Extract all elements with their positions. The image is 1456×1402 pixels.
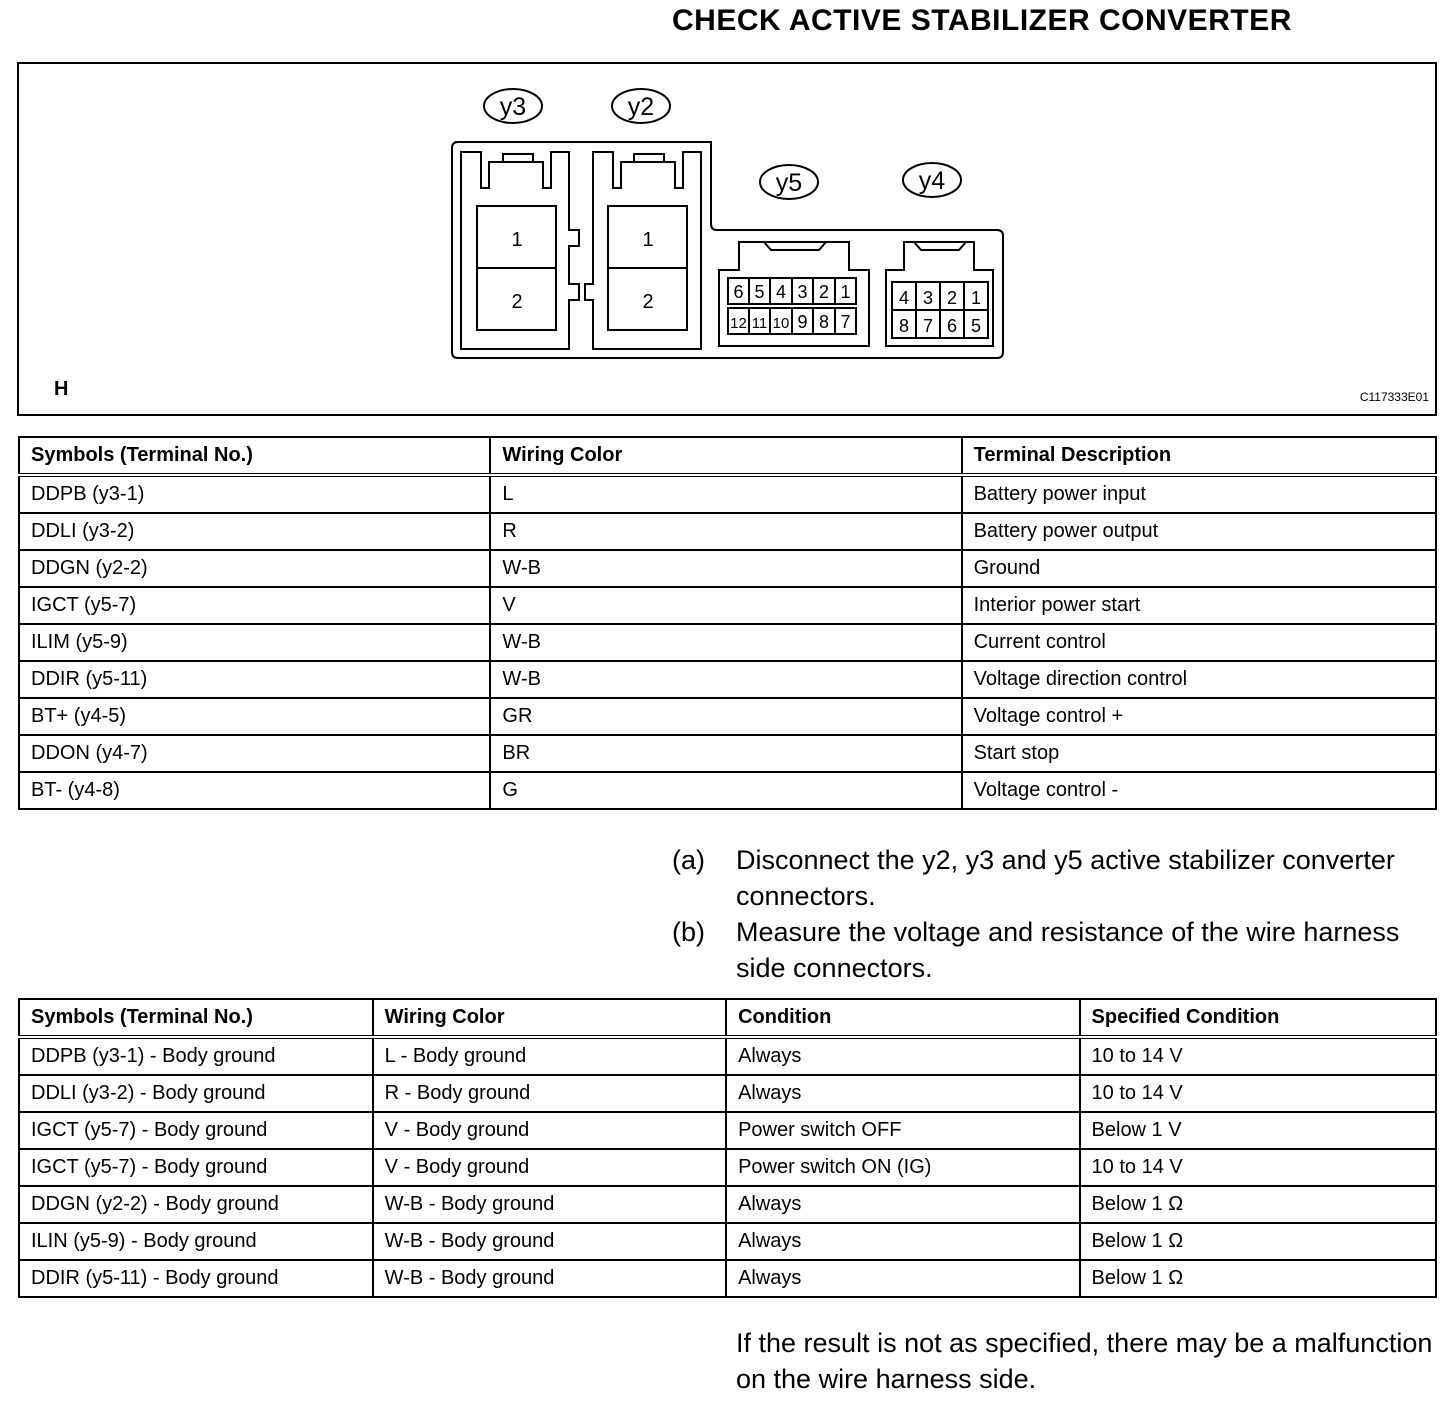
table-cell: V - Body ground	[373, 1149, 726, 1186]
y5-latch	[764, 242, 826, 250]
table-cell: Battery power output	[962, 513, 1436, 550]
table-cell: ILIM (y5-9)	[19, 624, 490, 661]
table-cell: Ground	[962, 550, 1436, 587]
table-cell: DDIR (y5-11) - Body ground	[19, 1260, 373, 1297]
table-cell: Interior power start	[962, 587, 1436, 624]
spec-table	[18, 998, 1437, 1298]
y3-latch	[503, 154, 533, 162]
table-cell: Always	[726, 1260, 1079, 1297]
y4-terminal-number: 4	[898, 288, 910, 308]
spec-table-header-cell: Condition	[726, 999, 1079, 1037]
table-cell: W-B - Body ground	[373, 1223, 726, 1260]
table-cell: BR	[490, 735, 961, 772]
table-cell: G	[490, 772, 961, 809]
view-label: H	[54, 378, 69, 400]
table-cell: Voltage direction control	[962, 661, 1436, 698]
y5-terminal-number: 3	[797, 282, 808, 302]
table-cell: R	[490, 513, 961, 550]
table-cell: Power switch ON (IG)	[726, 1149, 1079, 1186]
table-row	[19, 1223, 1436, 1260]
y4-terminal-number: 3	[922, 288, 934, 308]
table-cell: IGCT (y5-7)	[19, 587, 490, 624]
terminal-table-header-cell: Symbols (Terminal No.)	[19, 437, 490, 475]
spec-table-header-cell: Specified Condition	[1080, 999, 1436, 1037]
table-row	[19, 735, 1436, 772]
y4-latch	[914, 242, 966, 250]
terminal-table-header-cell: Wiring Color	[490, 437, 961, 475]
table-cell: Below 1 Ω	[1080, 1223, 1436, 1260]
table-row	[19, 587, 1436, 624]
table-cell: GR	[490, 698, 961, 735]
table-cell: Voltage control -	[962, 772, 1436, 809]
table-cell: V - Body ground	[373, 1112, 726, 1149]
table-cell: Always	[726, 1223, 1079, 1260]
y3-terminal-number: 2	[511, 291, 523, 313]
terminal-table	[18, 436, 1437, 810]
table-cell: IGCT (y5-7) - Body ground	[19, 1149, 373, 1186]
y5-terminal-number: 7	[840, 312, 851, 332]
step-letter: (b)	[672, 917, 705, 947]
y2-terminal-number: 1	[642, 229, 654, 251]
table-cell: Always	[726, 1186, 1079, 1223]
table-cell: W-B	[490, 661, 961, 698]
table-cell: BT- (y4-8)	[19, 772, 490, 809]
y4-label: y4	[918, 167, 946, 195]
table-row	[19, 661, 1436, 698]
table-cell: V	[490, 587, 961, 624]
table-cell: ILIN (y5-9) - Body ground	[19, 1223, 373, 1260]
y5-terminal-number: 5	[754, 282, 765, 302]
y5-terminal-number: 1	[840, 282, 851, 302]
table-row	[19, 1186, 1436, 1223]
y2-terminal-number: 2	[642, 291, 654, 313]
table-cell: Below 1 Ω	[1080, 1186, 1436, 1223]
table-row	[19, 550, 1436, 587]
table-row	[19, 1037, 1436, 1075]
table-cell: 10 to 14 V	[1080, 1075, 1436, 1112]
y5-terminal-number: 12	[730, 315, 747, 332]
table-cell: Current control	[962, 624, 1436, 661]
table-row	[19, 1149, 1436, 1186]
table-cell: Voltage control +	[962, 698, 1436, 735]
table-cell: DDGN (y2-2)	[19, 550, 490, 587]
table-row	[19, 624, 1436, 661]
spec-table-header-cell: Symbols (Terminal No.)	[19, 999, 373, 1037]
result-note: If the result is not as specified, there may be a malfunction on the wire harness side.	[736, 1328, 1433, 1394]
table-cell: DDON (y4-7)	[19, 735, 490, 772]
y2-label: y2	[627, 93, 655, 121]
y5-terminal-number: 11	[751, 315, 768, 332]
terminal-table-header-cell: Terminal Description	[962, 437, 1436, 475]
y3-label: y3	[499, 93, 527, 121]
y4-terminal-number: 6	[946, 316, 958, 336]
table-cell: L	[490, 475, 961, 513]
y5-terminal-number: 6	[733, 282, 744, 302]
table-cell: Always	[726, 1037, 1079, 1075]
table-row	[19, 1075, 1436, 1112]
y2-latch	[634, 154, 664, 162]
y4-terminal-number: 7	[922, 316, 934, 336]
table-cell: IGCT (y5-7) - Body ground	[19, 1112, 373, 1149]
connector-diagram	[17, 62, 1437, 416]
terminal-table-header	[19, 437, 1436, 475]
table-cell: W-B - Body ground	[373, 1186, 726, 1223]
table-cell: Start stop	[962, 735, 1436, 772]
table-cell: DDIR (y5-11)	[19, 661, 490, 698]
table-cell: BT+ (y4-5)	[19, 698, 490, 735]
y5-terminal-number: 4	[775, 282, 787, 302]
page-title: CHECK ACTIVE STABILIZER CONVERTER	[672, 4, 1292, 37]
table-row	[19, 772, 1436, 809]
table-cell: R - Body ground	[373, 1075, 726, 1112]
y5-terminal-number: 2	[818, 282, 830, 302]
table-cell: 10 to 14 V	[1080, 1149, 1436, 1186]
table-cell: Power switch OFF	[726, 1112, 1079, 1149]
table-cell: W-B	[490, 624, 961, 661]
table-cell: W-B	[490, 550, 961, 587]
step-text: Measure the voltage and resistance of the wire harness side connectors.	[736, 917, 1400, 983]
table-row	[19, 1260, 1436, 1297]
table-cell: DDPB (y3-1) - Body ground	[19, 1037, 373, 1075]
table-cell: DDPB (y3-1)	[19, 475, 490, 513]
y4-terminal-number: 2	[946, 288, 958, 308]
table-row	[19, 1112, 1436, 1149]
table-cell: Always	[726, 1075, 1079, 1112]
y5-label: y5	[775, 169, 803, 197]
table-cell: W-B - Body ground	[373, 1260, 726, 1297]
y3-terminal-number: 1	[511, 229, 523, 251]
spec-table-header	[19, 999, 1436, 1037]
table-cell: DDLI (y3-2) - Body ground	[19, 1075, 373, 1112]
y5-terminal-number: 10	[772, 315, 790, 332]
step-text: Disconnect the y2, y3 and y5 active stabilizer converter connectors.	[736, 845, 1395, 911]
table-cell: L - Body ground	[373, 1037, 726, 1075]
table-cell: Below 1 V	[1080, 1112, 1436, 1149]
spec-table-header-cell: Wiring Color	[373, 999, 726, 1037]
step-letter: (a)	[672, 845, 705, 875]
table-cell: DDGN (y2-2) - Body ground	[19, 1186, 373, 1223]
y4-terminal-number: 1	[970, 288, 982, 308]
connector-diagram-svg	[19, 64, 1439, 418]
table-cell: 10 to 14 V	[1080, 1037, 1436, 1075]
table-row	[19, 698, 1436, 735]
table-row	[19, 513, 1436, 550]
table-cell: DDLI (y3-2)	[19, 513, 490, 550]
y5-terminal-number: 8	[818, 312, 830, 332]
y5-terminal-number: 9	[797, 312, 808, 332]
y4-terminal-number: 5	[970, 316, 982, 336]
figure-code: C117333E01	[1359, 390, 1429, 404]
table-row	[19, 475, 1436, 513]
table-cell: Battery power input	[962, 475, 1436, 513]
y4-terminal-number: 8	[898, 316, 910, 336]
table-cell: Below 1 Ω	[1080, 1260, 1436, 1297]
